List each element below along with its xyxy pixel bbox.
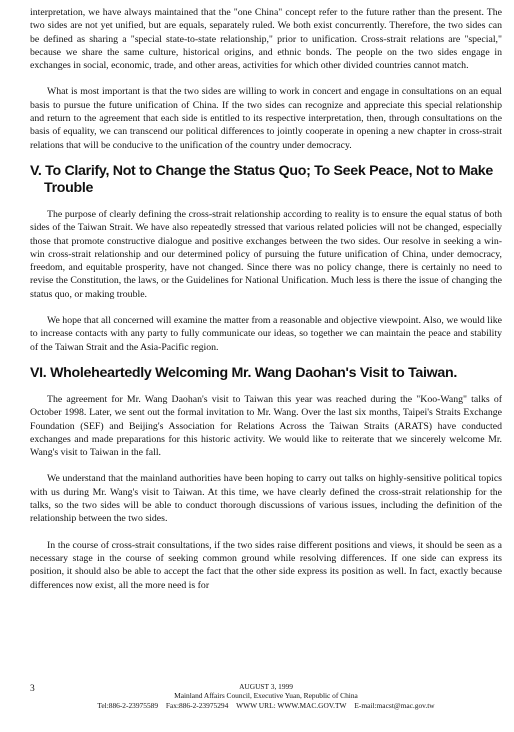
paragraph: We hope that all concerned will examine the matter from a reasonable and objective viewpoint. Also, we would like to increase contacts with any party to fully communicate our ideas, so together we can maintain the peace and stability of the Taiwan Strait and the Asia-Pacific region. [30, 315, 502, 353]
footer-contact [30, 701, 502, 710]
paragraph: interpretation, we have always maintained that the "one China" concept refer to the future rather than the present. The two sides are not yet unified, but are equals, separately ruled. We both exist concurrently. Therefore, the two sides can be defined as sharing a "special state-to-state relationship," prior to unification. Cross-strait relations are "special," because we share the same culture, historical origins, and ethnic bonds. The people on the two sides engage in exchanges in social, economic, trade, and other areas, activities for which other divided countries cannot match. [30, 7, 502, 72]
footer-date: AUGUST 3, 1999 [239, 682, 293, 691]
paragraph: We understand that the mainland authorities have been hoping to carry out talks on highly-sensitive political topics with us during Mr. Wang's visit to Taiwan. At this time, we have clearly defined the cross-strait relationship for the talks, so the two sides will be able to conduct thorough discussions of various issues, including the definition of the relationship between the two sides. [30, 473, 502, 525]
section-heading-6: VI. Wholeheartedly Welcoming Mr. Wang Daohan's Visit to Taiwan. [30, 364, 457, 381]
paragraph: In the course of cross-strait consultations, if the two sides raise different positions and views, it should be seen as a necessary stage in the course of seeking common ground while resolving differences. If one side can express its position, it should also be able to accept the fact that the other side express its position as well. In fact, exactly because differences now exist, all the more need is for [30, 539, 502, 591]
section-heading-5-line2: Trouble [44, 179, 94, 196]
paragraph: The agreement for Mr. Wang Daohan's visit to Taiwan this year was reached during the "Koo-Wang" talks of October 1998. Later, we sent out the formal invitation to Mr. Wang. Over the last six months, Taipei's Straits Exchange Foundation (SEF) and Beijing's Association for Relations Across the Taiwan Straits (ARATS) have conducted exchanges and made preparations for this historic activity. We would like to reiterate that we sincerely welcome Mr. Wang's visit to Taiwan in the fall. [30, 393, 502, 459]
footer-org: Mainland Affairs Council, Executive Yuan, Republic of China [174, 691, 358, 701]
section-heading-5-line1: V. To Clarify, Not to Change the Status Quo; To Seek Peace, Not to Make [30, 162, 493, 179]
paragraph: The purpose of clearly defining the cross-strait relationship according to reality is to ensure the equal status of both sides of the Taiwan Strait. We have also repeatedly stressed that various related policies will not be changed, especially those that promote constructive dialogue and positive exchanges between the two sides. Our resolve in seeking a win-win cross-strait relationship and our determined policy of pursuing the future unification of China, under democracy, freedom, and equitable prosperity, have not changed. Since there was no policy change, there is certainly no need to revise the Constitution, the laws, or the Guidelines for National Unification. Much less is there the issue of changing the status quo, or making trouble. [30, 208, 502, 300]
page-number: 3 [30, 684, 35, 694]
footer-url[interactable]: WWW URL: WWW.MAC.GOV.TW [236, 700, 347, 710]
paragraph: What is most important is that the two sides are willing to work in concert and engage in consultations on an equal basis to pursue the future unification of China. If the two sides can recognize and appreciate this special relationship and return to the agreement that each side is entitled to its respective interpretation, then, through consultations on the basis of equality, we can transcend our political differences to jointly cooperate in opening a new chapter in cross-strait relations that will be conducive to the unification of the country under democracy. [30, 86, 502, 151]
section-heading-5 [30, 163, 502, 197]
footer-fax: Fax:886-2-23975294 [165, 700, 229, 710]
footer-tel: Tel:886-2-23975589 [97, 700, 159, 710]
footer-email[interactable]: E-mail:macst@mac.gov.tw [354, 700, 435, 710]
page-footer [30, 682, 502, 710]
